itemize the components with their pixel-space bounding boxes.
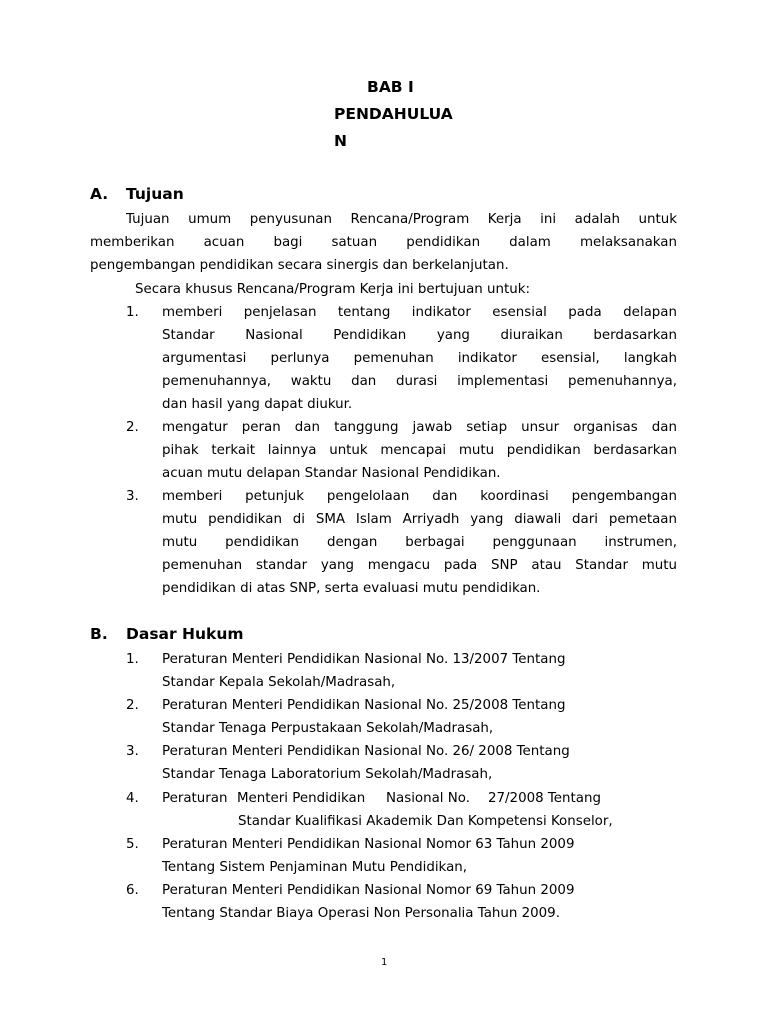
list-item-line-part: Nasional No. xyxy=(386,791,471,806)
list-item-line: pendidikan di atas SNP, serta evaluasi mutu pendidikan. xyxy=(162,581,541,596)
section-b-heading: Dasar Hukum xyxy=(126,625,244,643)
paragraph-line: memberikan acuan bagi satuan pendidikan dalam melaksanakan xyxy=(90,235,677,250)
list-item-line: Peraturan Menteri Pendidikan Nasional No. 13/2007 Tentang xyxy=(162,652,566,667)
list-item-line: Standar Kepala Sekolah/Madrasah, xyxy=(162,675,396,690)
list-item-line: Standar Tenaga Perpustakaan Sekolah/Madrasah, xyxy=(162,721,494,736)
section-b-letter: B. xyxy=(90,625,108,643)
list-item-line: mutu pendidikan di SMA Islam Arriyadh yang diawali dari pemetaan xyxy=(162,512,677,527)
list-item-line: pihak terkait lainnya untuk mencapai mutu pendidikan berdasarkan xyxy=(162,443,677,458)
list-item-number: 2. xyxy=(126,420,139,435)
section-a-letter: A. xyxy=(90,185,109,203)
list-item-line: pemenuhan standar yang mengacu pada SNP atau Standar mutu xyxy=(162,558,677,573)
list-item-line-part: Menteri Pendidikan xyxy=(237,791,366,806)
list-item-line: Peraturan Menteri Pendidikan Nasional No. 26/ 2008 Tentang xyxy=(162,744,570,759)
list-item-line: acuan mutu delapan Standar Nasional Pendidikan. xyxy=(162,466,501,481)
list-item-line: mutu pendidikan dengan berbagai penggunaan instrumen, xyxy=(162,535,677,550)
list-item-line: memberi penjelasan tentang indikator esensial pada delapan xyxy=(162,305,677,320)
list-item-line: Standar Tenaga Laboratorium Sekolah/Madrasah, xyxy=(162,767,493,782)
list-item-number: 1. xyxy=(126,305,139,320)
list-item-line: dan hasil yang dapat diukur. xyxy=(162,397,353,412)
list-item-number: 4. xyxy=(126,791,139,806)
page-number: 1 xyxy=(381,957,388,968)
list-item-line: Standar Nasional Pendidikan yang diuraikan berdasarkan xyxy=(162,328,677,343)
list-item-number: 5. xyxy=(126,837,139,852)
list-item-number: 3. xyxy=(126,744,139,759)
section-a-heading: Tujuan xyxy=(126,185,184,203)
paragraph-line: Secara khusus Rencana/Program Kerja ini bertujuan untuk: xyxy=(135,282,530,297)
list-item-line: mengatur peran dan tanggung jawab setiap unsur organisas dan xyxy=(162,420,677,435)
list-item-line: Tentang Standar Biaya Operasi Non Personalia Tahun 2009. xyxy=(162,906,560,921)
list-item-line: pemenuhannya, waktu dan durasi implementasi pemenuhannya, xyxy=(162,374,677,389)
list-item-number: 2. xyxy=(126,698,139,713)
paragraph-line: Tujuan umum penyusunan Rencana/Program Kerja ini adalah untuk xyxy=(126,212,677,227)
list-item-line: argumentasi perlunya pemenuhan indikator esensial, langkah xyxy=(162,351,677,366)
chapter-subtitle: PENDAHULUA xyxy=(334,105,453,123)
chapter-subtitle-wrap: N xyxy=(334,132,347,150)
list-item-line: Tentang Sistem Penjaminan Mutu Pendidikan, xyxy=(162,860,468,875)
list-item-number: 6. xyxy=(126,883,139,898)
chapter-title: BAB I xyxy=(367,78,414,96)
list-item-number: 3. xyxy=(126,489,139,504)
list-item-line: Peraturan Menteri Pendidikan Nasional Nomor 63 Tahun 2009 xyxy=(162,837,575,852)
list-item-number: 1. xyxy=(126,652,139,667)
list-item-line: Peraturan Menteri Pendidikan Nasional No. 25/2008 Tentang xyxy=(162,698,566,713)
list-item-line-part: 27/2008 Tentang xyxy=(488,791,601,806)
paragraph-line: pengembangan pendidikan secara sinergis dan berkelanjutan. xyxy=(90,258,509,273)
list-item-line: Peraturan Menteri Pendidikan Nasional Nomor 69 Tahun 2009 xyxy=(162,883,575,898)
list-item-line: memberi petunjuk pengelolaan dan koordinasi pengembangan xyxy=(162,489,677,504)
list-item-line: Standar Kualifikasi Akademik Dan Kompetensi Konselor, xyxy=(238,814,613,829)
list-item-line-part: Peraturan xyxy=(162,791,228,806)
